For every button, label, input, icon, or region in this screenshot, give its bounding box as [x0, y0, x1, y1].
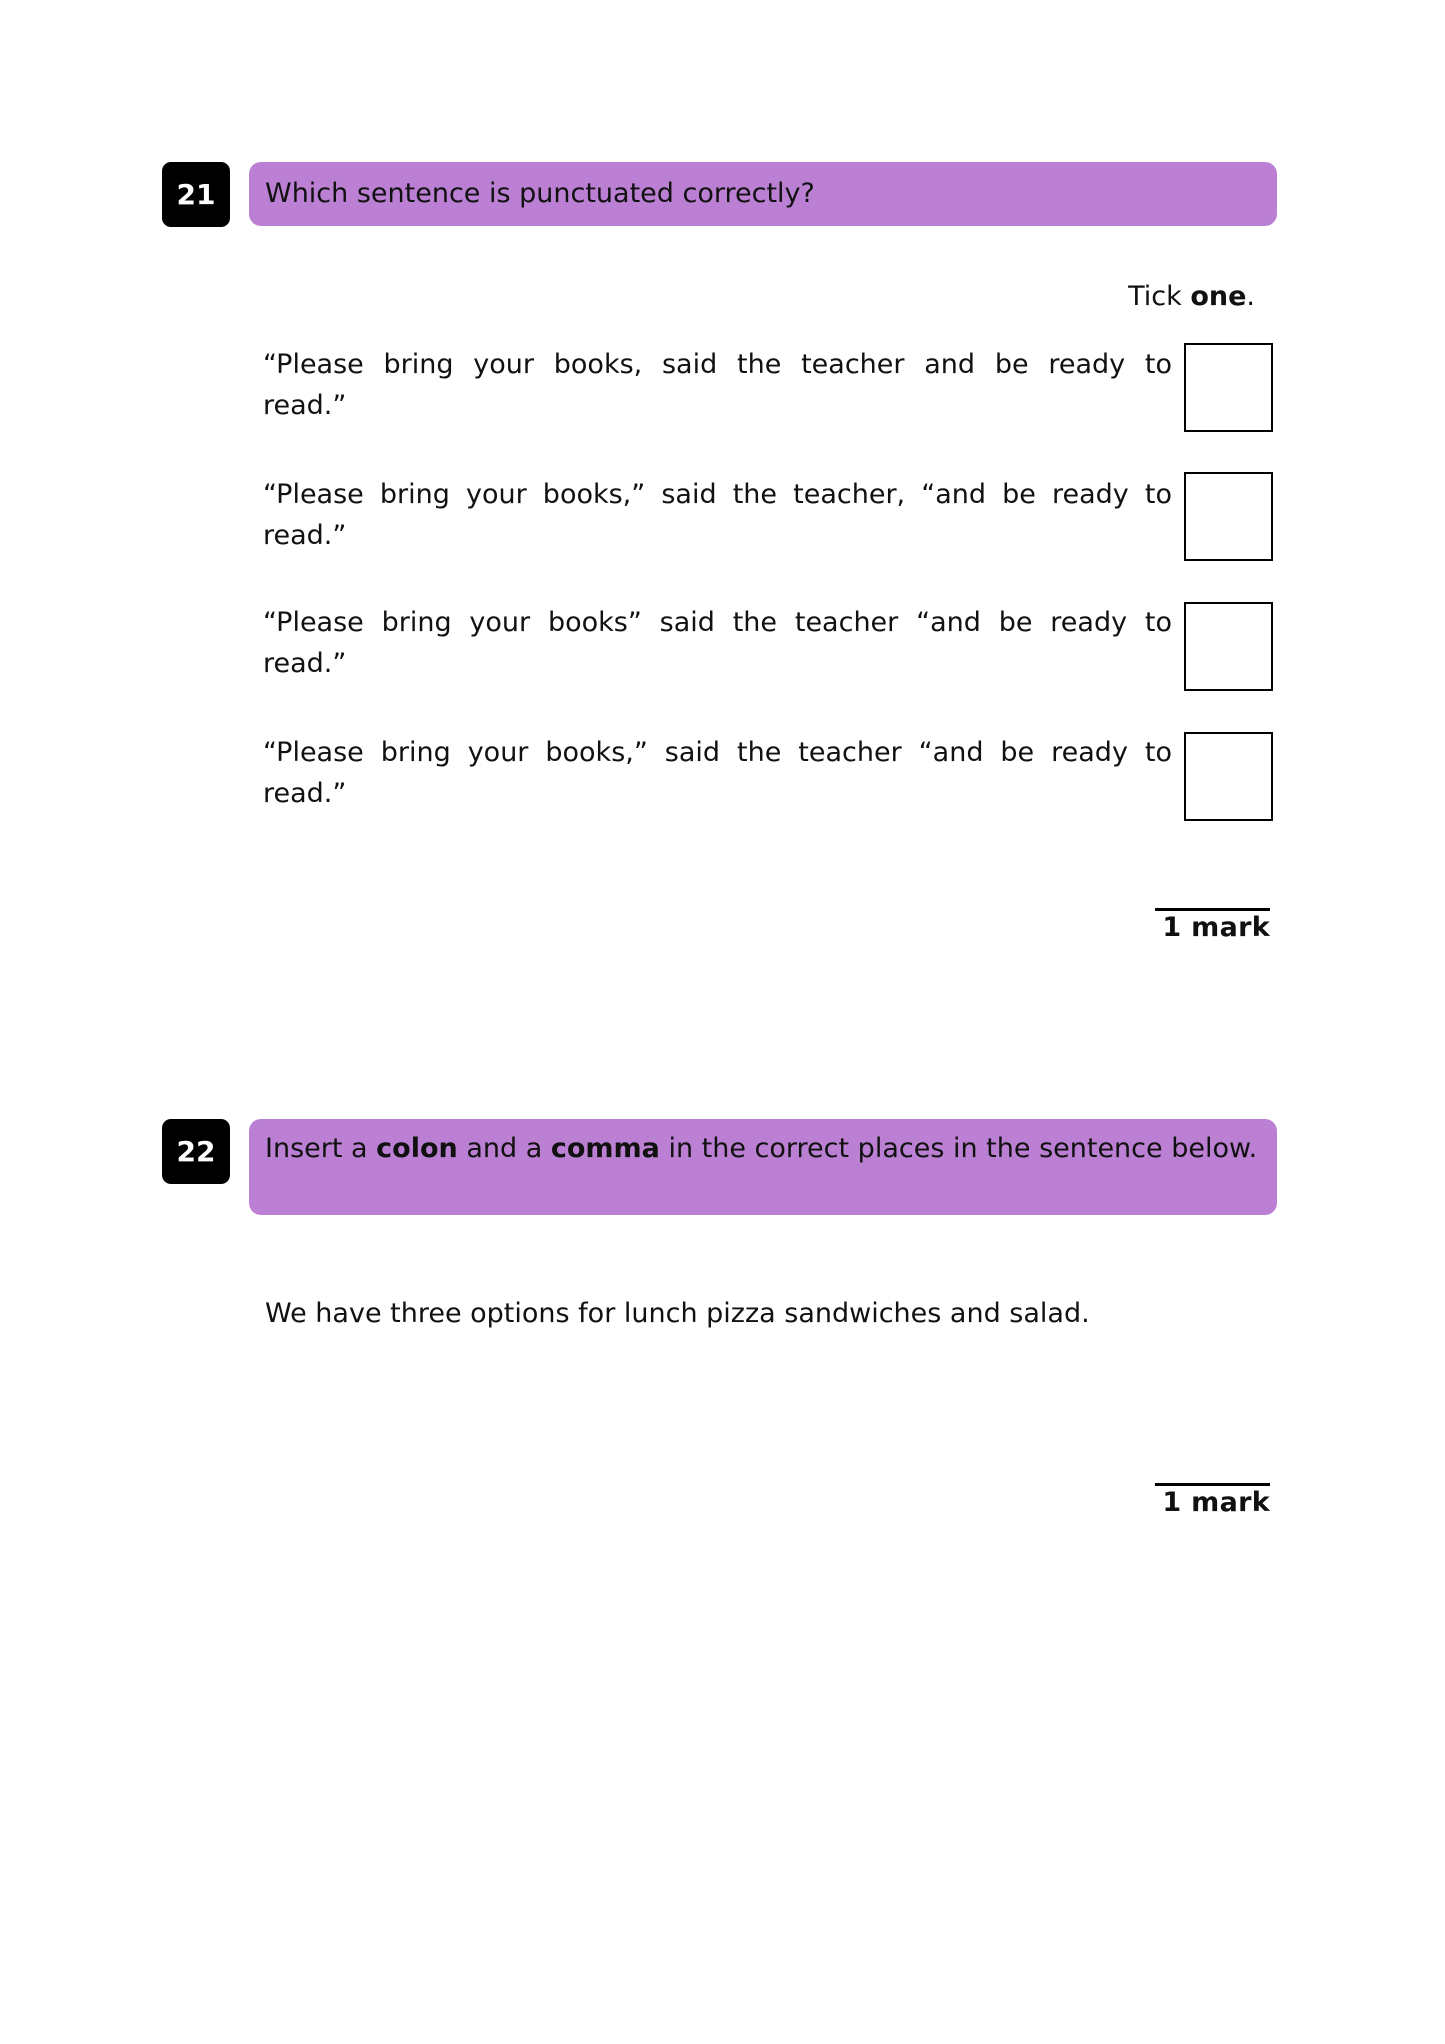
- tick-prefix: Tick: [1128, 281, 1191, 312]
- option-3-checkbox[interactable]: [1184, 602, 1273, 691]
- option-3-text: “Please bring your books” said the teacher “and be ready to read.”: [263, 607, 1172, 679]
- option-4-checkbox[interactable]: [1184, 732, 1273, 821]
- tick-instruction: [1128, 281, 1255, 313]
- option-2-checkbox[interactable]: [1184, 472, 1273, 561]
- question-number-21: [162, 162, 230, 227]
- question-22-marks: 1 mark: [1155, 1483, 1270, 1518]
- option-4-text: “Please bring your books,” said the teacher “and be ready to read.”: [263, 737, 1172, 809]
- prompt-emphasis-colon: colon: [376, 1133, 458, 1164]
- question-21-prompt-bar: [249, 162, 1277, 226]
- tick-suffix: .: [1246, 281, 1255, 312]
- prompt-emphasis-comma: comma: [550, 1133, 660, 1164]
- question-22-prompt-bar: [249, 1119, 1277, 1215]
- question-21-prompt: Which sentence is punctuated correctly?: [265, 178, 815, 209]
- question-number-22: [162, 1119, 230, 1184]
- question-21-marks: 1 mark: [1155, 908, 1270, 943]
- prompt-text: Insert a: [265, 1133, 377, 1164]
- tick-emphasis: one: [1190, 281, 1247, 312]
- prompt-text: in the correct places in the sentence below.: [659, 1133, 1258, 1164]
- answer-sentence[interactable]: We have three options for lunch pizza sandwiches and salad.: [265, 1298, 1090, 1329]
- question-number-label: 21: [176, 178, 216, 211]
- option-1-checkbox[interactable]: [1184, 343, 1273, 432]
- option-1-text: “Please bring your books, said the teacher and be ready to read.”: [263, 349, 1172, 421]
- option-2-text: “Please bring your books,” said the teacher, “and be ready to read.”: [263, 479, 1172, 551]
- question-number-label: 22: [176, 1135, 216, 1168]
- prompt-text: and a: [457, 1133, 551, 1164]
